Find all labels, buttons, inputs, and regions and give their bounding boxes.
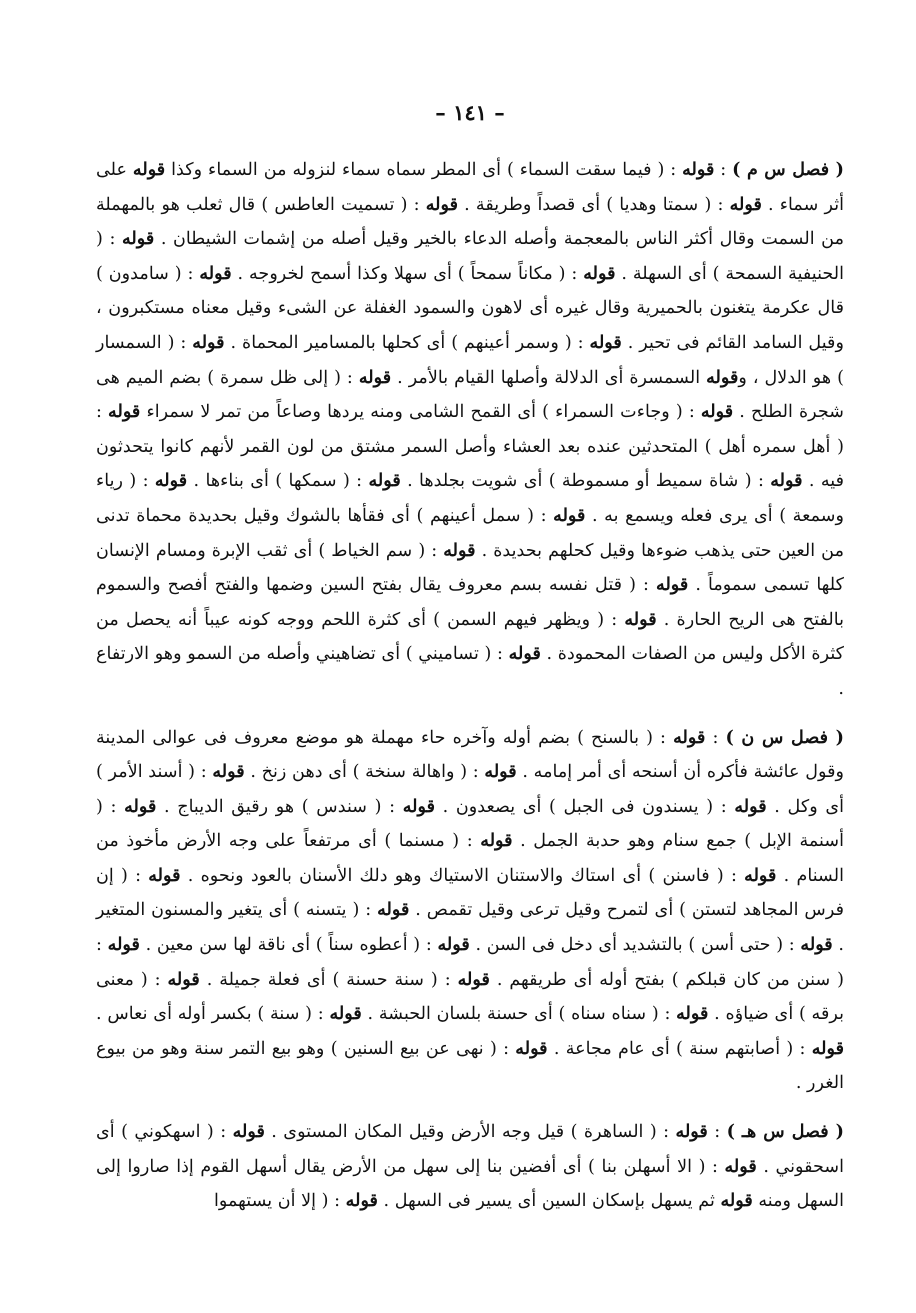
page-number: – ١٤١ –	[435, 100, 505, 125]
keyword-qawluh: قوله	[368, 470, 401, 492]
keyword-qawluh: قوله	[437, 934, 470, 956]
keyword-qawluh: قوله	[720, 1190, 753, 1212]
keyword-qawluh: قوله	[124, 795, 157, 817]
keyword-qawluh: قوله	[148, 864, 181, 886]
keyword-qawluh: قوله	[480, 830, 513, 852]
keyword-qawluh: قوله	[676, 1003, 709, 1025]
keyword-qawluh: قوله	[800, 934, 833, 956]
keyword-qawluh: قوله	[744, 864, 777, 886]
keyword-qawluh: قوله	[706, 366, 739, 388]
keyword-qawluh: قوله	[167, 968, 200, 990]
keyword-qawluh: قوله	[107, 934, 140, 956]
section-heading: ( فصل س ن )	[725, 726, 844, 748]
keyword-qawluh: قوله	[199, 262, 232, 284]
keyword-qawluh: قوله	[443, 539, 476, 561]
keyword-qawluh: قوله	[553, 504, 586, 526]
keyword-qawluh: قوله	[121, 228, 155, 250]
keyword-qawluh: قوله	[232, 1121, 265, 1143]
keyword-qawluh: قوله	[329, 1003, 362, 1025]
keyword-qawluh: قوله	[192, 331, 225, 353]
keyword-qawluh: قوله	[508, 643, 541, 665]
section-sin-nun: ( فصل س ن ) : قوله : ( بالسنح ) بضم أوله وآخره حاء مهملة هو موضع معروف فى عوالى المدينة وقول عائشة فأكره أن أسنحه أى أمر إمامه . قوله : ( واهالة سنخة ) أى دهن زنخ . قوله : ( أسند الأمر ) أى وكل . قوله : ( يسندون فى الجبل ) أى يصعدون . قوله : ( سندس ) هو رقيق الديباج . قوله : ( أسنمة الإبل ) جمع سنام وهو حدبة الجمل . قوله : ( مسنما ) أى مرتفعاً على وجه الأرض مأخوذ من السنام . قوله : ( فاسنن ) أى استاك والاستنان الاستياك وهو دلك الأسنان بالعود ونحوه . قوله : ( إن فرس المجاهد لتستن ) أى لتمرح وقيل ترعى وقيل تقمص . قوله : ( يتسنه ) أى يتغير والمسنون المتغير . قوله : ( حتى أسن ) بالتشديد أى دخل فى السن . قوله : ( أعطوه سناً ) أى ناقة لها سن معين . قوله : ( سنن من كان قبلكم ) بفتح أوله أى طريقهم . قوله : ( سنة حسنة ) أى فعلة جميلة . قوله : ( معنى برقه ) أى ضياؤه . قوله : ( سناه سناه ) أى حسنة بلسان الحبشة . قوله : ( سنة ) بكسر أوله أى نعاس . قوله : ( أصابتهم سنة ) أى عام مجاعة . قوله : ( نهى عن بيع السنين ) وهو بيع التمر سنة وهو من بيوع الغرر .	[96, 726, 845, 1094]
keyword-qawluh: قوله	[724, 1155, 757, 1177]
keyword-qawluh: قوله	[729, 193, 762, 215]
keyword-qawluh: قوله	[132, 159, 166, 180]
keyword-qawluh: قوله	[811, 1037, 844, 1059]
keyword-qawluh: قوله	[108, 401, 141, 423]
keyword-qawluh: قوله	[457, 968, 490, 990]
keyword-qawluh: قوله	[154, 470, 188, 492]
section-heading: ( فصل س م )	[732, 159, 844, 180]
section-heading: ( فصل س هـ )	[726, 1121, 844, 1143]
keyword-qawluh: قوله	[515, 1037, 548, 1059]
keyword-qawluh: قوله	[656, 574, 689, 596]
keyword-qawluh: قوله	[484, 761, 517, 783]
keyword-qawluh: قوله	[682, 159, 715, 180]
keyword-qawluh: قوله	[675, 1121, 708, 1143]
keyword-qawluh: قوله	[700, 401, 734, 423]
keyword-qawluh: قوله	[589, 331, 622, 353]
keyword-qawluh: قوله	[624, 608, 657, 630]
keyword-qawluh: قوله	[212, 761, 245, 783]
keyword-qawluh: قوله	[402, 795, 435, 817]
keyword-qawluh: قوله	[583, 262, 616, 284]
section-sin-ha: ( فصل س هـ ) : قوله : ( الساهرة ) قيل وجه الأرض وقيل المكان المستوى . قوله : ( اسهكوني ) أى اسحقوني . قوله : ( الا أسهلن بنا ) أى أفضين بنا إلى سهل من الأرض يقال أسهل القوم إذا صاروا إلى السهل ومنه قوله ثم يسهل بإسكان السين أى يسير فى السهل . قوله : ( إلا أن يستهموا	[96, 1121, 844, 1212]
keyword-qawluh: قوله	[734, 795, 767, 817]
text-body	[96, 153, 844, 1219]
keyword-qawluh: قوله	[770, 470, 803, 492]
keyword-qawluh: قوله	[673, 726, 706, 748]
keyword-qawluh: قوله	[358, 366, 392, 388]
keyword-qawluh: قوله	[377, 899, 410, 921]
keyword-qawluh: قوله	[345, 1190, 378, 1212]
keyword-qawluh: قوله	[425, 193, 458, 215]
section-sin-mim: ( فصل س م ) : قوله : ( فيما سقت السماء ) أى المطر سماه سماء لنزوله من السماء وكذا قوله على أثر سماء . قوله : ( سمتا وهديا ) أى قصداً وطريقة . قوله : ( تسميت العاطس ) قال ثعلب هو بالمهملة من السمت وقال أكثر الناس بالمعجمة وأصله الدعاء بالخير وقيل أصله من إشمات الشيطان . قوله : ( الحنيفية السمحة ) أى السهلة . قوله : ( مكاناً سمحاً ) أى سهلا وكذا أسمح لخروجه . قوله : ( سامدون ) قال عكرمة يتغنون بالحميرية وقال غيره أى لاهون والسمود الغفلة عن الشىء وقيل معناه مستكبرون ، وقيل السامد القائم فى تحير . قوله : ( وسمر أعينهم ) أى كحلها بالمسامير المحماة . قوله : ( السمسار ) هو الدلال ، وقوله السمسرة أى الدلالة وأصلها القيام بالأمر . قوله : ( إلى ظل سمرة ) بضم الميم هى شجرة الطلح . قوله : ( وجاءت السمراء ) أى القمح الشامى ومنه يردها وصاعاً من تمر لا سمراء قوله : ( أهل سمره أهل ) المتحدثين عنده بعد العشاء وأصل السمر مشتق من لون القمر لأنهم كانوا يتحدثون فيه . قوله : ( شاة سميط أو مسموطة ) أى شويت بجلدها . قوله : ( سمكها ) أى بناءها . قوله : ( رياء وسمعة ) أى يرى فعله ويسمع به . قوله : ( سمل أعينهم ) أى فقأها بالشوك وقيل بحديدة محماة تدنى من العين حتى يذهب ضوءها وقيل كحلهم بحديدة . قوله : ( سم الخياط ) أى ثقب الإبرة ومسام الإنسان كلها تسمى سموماً . قوله : ( قتل نفسه بسم معروف يقال بفتح السين وضمها والفتح أفصح والسموم بالفتح هى الريح الحارة . قوله : ( ويظهر فيهم السمن ) أى كثرة اللحم ووجه كونه عيباً أنه يحصل من كثرة الأكل وليس من الصفات المحمودة . قوله : ( تساميني ) أى تضاهيني وأصله من السمو وهو الارتفاع .	[96, 159, 845, 699]
